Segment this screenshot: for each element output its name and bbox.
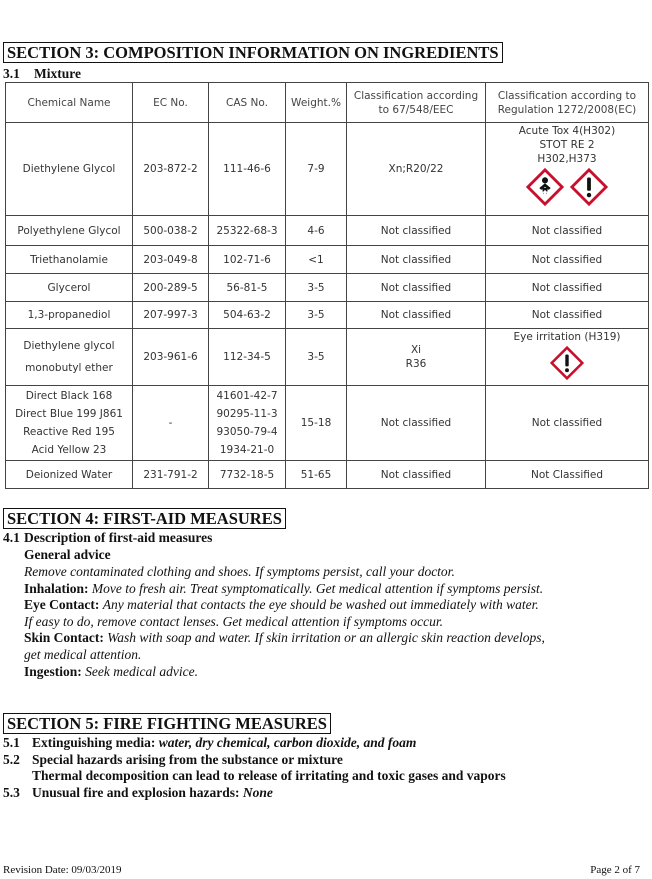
chemical-name-cell <box>6 386 133 461</box>
general-advice-label: General advice <box>24 547 111 562</box>
inhalation-text: Move to fresh air. Treat symptomatically. Get medical attention if symptoms persist. <box>91 581 544 596</box>
table-row <box>6 302 649 329</box>
cas-number-cell: 7732-18-5 <box>209 461 286 489</box>
table-row <box>6 461 649 489</box>
weight-cell: 7-9 <box>286 123 347 216</box>
general-advice-text: Remove contaminated clothing and shoes. If symptoms persist, call your doctor. <box>24 564 455 579</box>
classification-regulation-cell <box>486 123 649 216</box>
revision-date: Revision Date: 09/03/2019 <box>3 864 122 876</box>
weight-cell: 15-18 <box>286 386 347 461</box>
cas-number-line: 93050-79-4 <box>216 426 278 438</box>
classification-regulation-cell: Not classified <box>486 216 649 246</box>
classification-eec-cell: Not classified <box>347 274 486 302</box>
classification-eec-cell: Not classified <box>347 246 486 274</box>
classification-regulation-cell: Not classified <box>486 274 649 302</box>
subsection-3-1-number: 3.1 <box>3 66 20 81</box>
unusual-hazards-label: Unusual fire and explosion hazards: <box>32 785 240 800</box>
table-row <box>6 274 649 302</box>
classification-line: R36 <box>405 358 427 370</box>
table-row <box>6 329 649 386</box>
ec-number-cell: - <box>133 386 209 461</box>
classification-eec-cell <box>347 329 486 386</box>
table-row <box>6 386 649 461</box>
eye-contact-text-continued: If easy to do, remove contact lenses. Get medical attention if symptoms occur. <box>24 614 444 629</box>
ingestion-line <box>24 664 198 681</box>
header-classification-regulation-line-2: Regulation 1272/2008(EC) <box>497 103 637 116</box>
chemical-name-cell: Triethanolamie <box>6 246 133 274</box>
classification-line: Acute Tox 4(H302) <box>518 125 616 137</box>
chemical-name-line: monobutyl ether <box>25 362 113 374</box>
cas-number-line: 41601-42-7 <box>216 390 278 402</box>
header-classification-eec <box>347 83 486 123</box>
classification-eec-cell: Not classified <box>347 302 486 329</box>
header-classification-regulation-line-1: Classification according to <box>497 89 637 102</box>
skin-contact-line <box>24 630 545 647</box>
chemical-name-cell: Glycerol <box>6 274 133 302</box>
classification-eec-cell: Not classified <box>347 461 486 489</box>
header-classification-eec-line-2: to 67/548/EEC <box>378 103 454 116</box>
item-5-3-line <box>32 785 273 801</box>
composition-table <box>5 82 649 489</box>
header-classification-eec-line-1: Classification according <box>353 89 479 102</box>
ec-number-cell: 203-961-6 <box>133 329 209 386</box>
classification-eec-cell: Not classified <box>347 216 486 246</box>
classification-line: Eye irritation (H319) <box>513 331 621 343</box>
classification-regulation-cell: Not classified <box>486 246 649 274</box>
chemical-name-cell: Polyethylene Glycol <box>6 216 133 246</box>
inhalation-line <box>24 581 543 598</box>
subsection-4-1-number: 4.1 <box>3 530 20 545</box>
item-5-3-number: 5.3 <box>3 785 20 800</box>
ec-number-cell: 500-038-2 <box>133 216 209 246</box>
chemical-name-line: Direct Blue 199 J861 <box>15 408 123 420</box>
header-weight: Weight.% <box>286 83 347 123</box>
skin-contact-text-continued: get medical attention. <box>24 647 142 662</box>
weight-cell: 4-6 <box>286 216 347 246</box>
cas-number-cell: 56-81-5 <box>209 274 286 302</box>
ec-number-cell: 203-872-2 <box>133 123 209 216</box>
section-5-title: SECTION 5: FIRE FIGHTING MEASURES <box>3 713 331 734</box>
classification-line: H302,H373 <box>537 153 597 165</box>
chemical-name-line: Direct Black 168 <box>25 390 113 402</box>
extinguishing-media-value: water, dry chemical, carbon dioxide, and foam <box>158 735 417 750</box>
ec-number-cell: 203-049-8 <box>133 246 209 274</box>
chemical-name-cell: Diethylene Glycol <box>6 123 133 216</box>
special-hazards-label: Special hazards arising from the substance or mixture <box>32 752 343 767</box>
classification-regulation-cell: Not Classified <box>486 461 649 489</box>
section-3-title: SECTION 3: COMPOSITION INFORMATION ON INGREDIENTS <box>3 42 503 63</box>
weight-cell: 3-5 <box>286 274 347 302</box>
skin-contact-text: Wash with soap and water. If skin irritation or an allergic skin reaction develops, <box>107 630 545 645</box>
chemical-name-cell: Deionized Water <box>6 461 133 489</box>
subsection-3-1-label: Mixture <box>34 66 81 81</box>
classification-eec-cell: Xn;R20/22 <box>347 123 486 216</box>
classification-regulation-cell: Not classified <box>486 302 649 329</box>
cas-number-cell: 111-46-6 <box>209 123 286 216</box>
ec-number-cell: 207-997-3 <box>133 302 209 329</box>
page-number: Page 2 of 7 <box>590 864 640 876</box>
unusual-hazards-value: None <box>242 785 273 800</box>
item-5-1-line <box>32 735 416 751</box>
weight-cell: 3-5 <box>286 302 347 329</box>
ghs-health-hazard-icon <box>526 168 564 210</box>
classification-regulation-cell <box>486 329 649 386</box>
eye-contact-text: Any material that contacts the eye should be washed out immediately with water. <box>102 597 539 612</box>
cas-number-cell: 25322-68-3 <box>209 216 286 246</box>
ec-number-cell: 231-791-2 <box>133 461 209 489</box>
cas-number-line: 1934-21-0 <box>219 444 275 456</box>
cas-number-line: 90295-11-3 <box>216 408 278 420</box>
header-ec-no: EC No. <box>133 83 209 123</box>
ghs-exclamation-mark-icon <box>550 346 584 384</box>
eye-contact-label: Eye Contact: <box>24 597 100 612</box>
cas-number-cell: 102-71-6 <box>209 246 286 274</box>
weight-cell: 51-65 <box>286 461 347 489</box>
classification-line: STOT RE 2 <box>539 139 595 151</box>
chemical-name-line: Acid Yellow 23 <box>31 444 107 456</box>
item-5-2-number: 5.2 <box>3 752 20 767</box>
weight-cell: 3-5 <box>286 329 347 386</box>
header-classification-regulation <box>486 83 649 123</box>
weight-cell: <1 <box>286 246 347 274</box>
item-5-1-number: 5.1 <box>3 735 20 750</box>
chemical-name-line: Diethylene glycol <box>23 340 115 352</box>
special-hazards-text: Thermal decomposition can lead to release of irritating and toxic gases and vapors <box>32 768 506 783</box>
table-row <box>6 246 649 274</box>
extinguishing-media-label: Extinguishing media: <box>32 735 156 750</box>
cas-number-cell: 504-63-2 <box>209 302 286 329</box>
eye-contact-line <box>24 597 539 614</box>
header-chemical-name: Chemical Name <box>6 83 133 123</box>
inhalation-label: Inhalation: <box>24 581 89 596</box>
table-row <box>6 216 649 246</box>
classification-line: Xi <box>410 344 422 356</box>
cas-number-cell <box>209 386 286 461</box>
table-header-row <box>6 83 649 123</box>
ghs-exclamation-mark-icon <box>570 168 608 210</box>
cas-number-cell: 112-34-5 <box>209 329 286 386</box>
table-row <box>6 123 649 216</box>
chemical-name-cell <box>6 329 133 386</box>
subsection-4-1-label: Description of first-aid measures <box>24 530 213 545</box>
chemical-name-line: Reactive Red 195 <box>23 426 115 438</box>
skin-contact-label: Skin Contact: <box>24 630 104 645</box>
ingestion-text: Seek medical advice. <box>85 664 198 679</box>
section-4-title: SECTION 4: FIRST-AID MEASURES <box>3 508 286 529</box>
header-cas-no: CAS No. <box>209 83 286 123</box>
classification-eec-cell: Not classified <box>347 386 486 461</box>
ingestion-label: Ingestion: <box>24 664 82 679</box>
ec-number-cell: 200-289-5 <box>133 274 209 302</box>
chemical-name-cell: 1,3-propanediol <box>6 302 133 329</box>
classification-regulation-cell: Not classified <box>486 386 649 461</box>
